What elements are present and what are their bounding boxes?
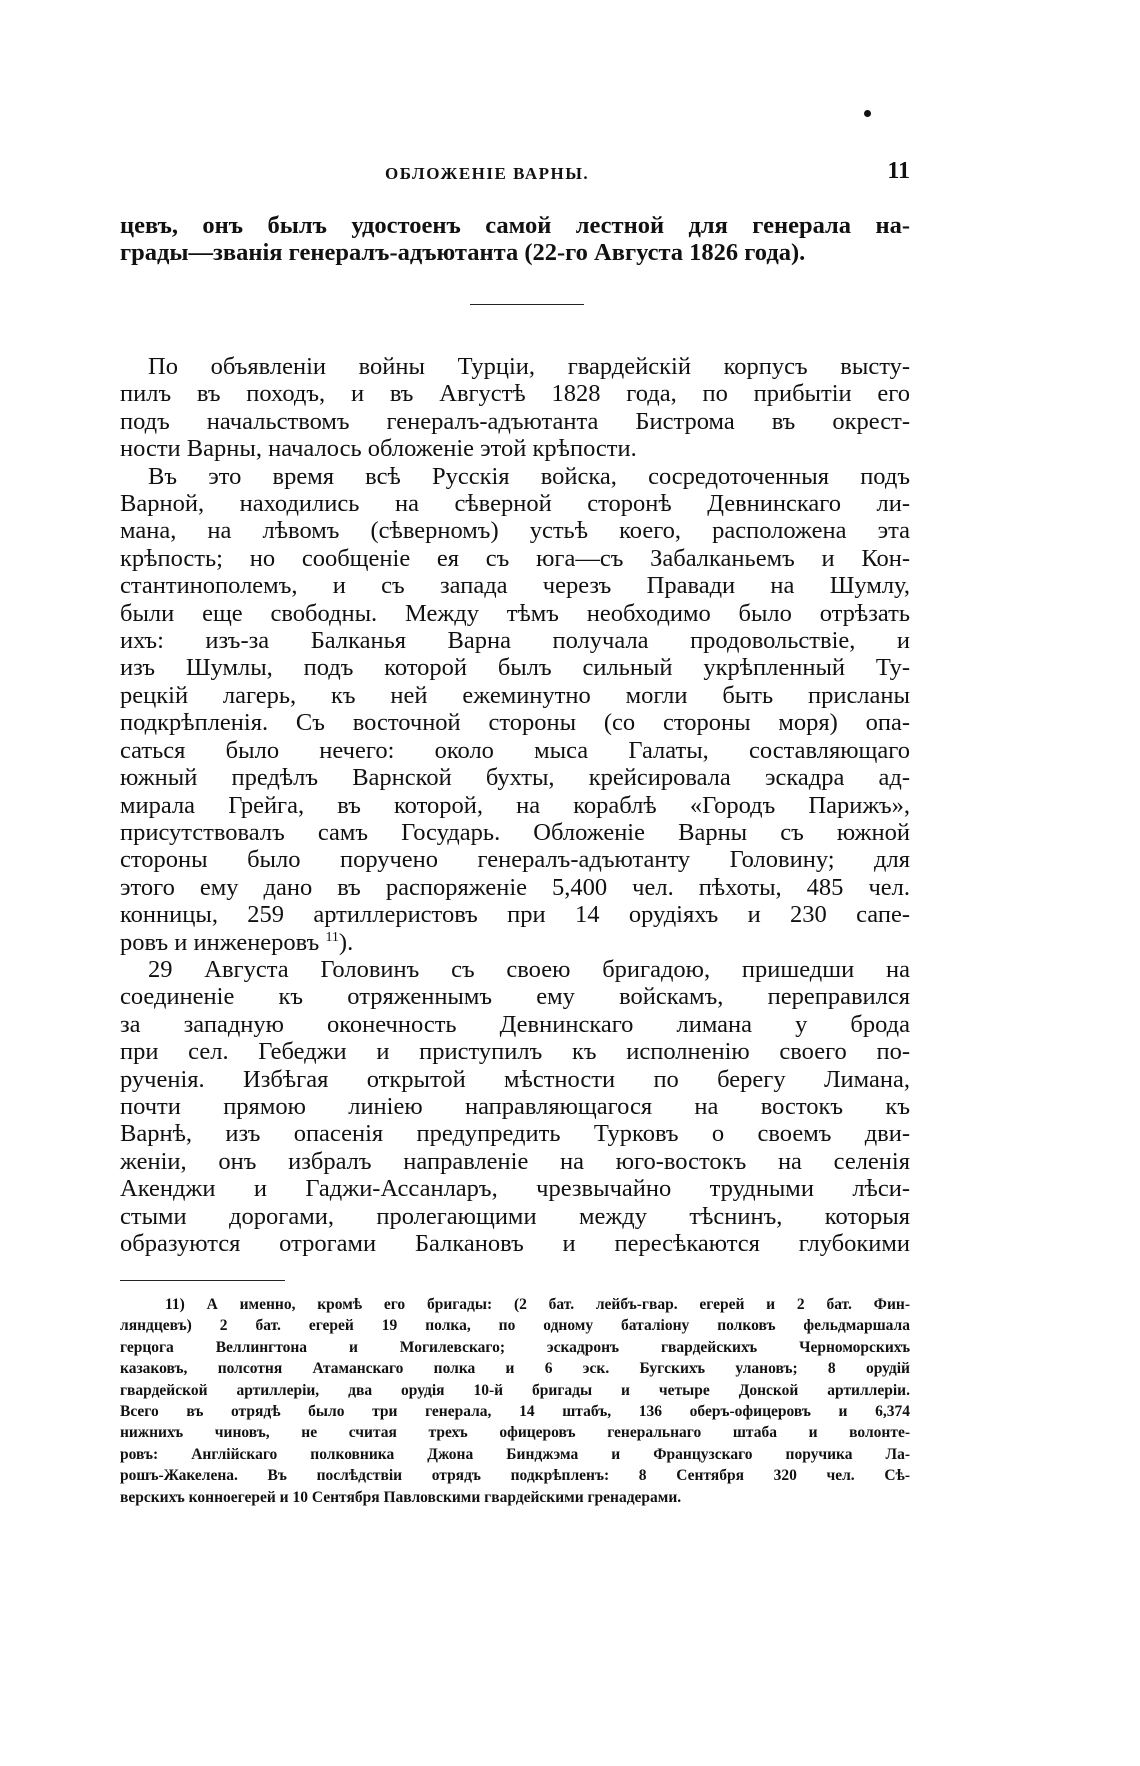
body-text: [120, 353, 910, 1257]
ink-speck: [864, 110, 871, 117]
footnote-line: Всего въ отрядѣ было три генерала, 14 штабъ, 136 оберъ-офицеровъ и 6,374: [120, 1403, 910, 1421]
paragraph-3: [120, 956, 910, 1257]
text-line-with-footnote: [120, 929, 910, 956]
text-line: женіи, онъ избралъ направленіе на юго-востокъ на селенія: [120, 1147, 910, 1175]
section-divider: [470, 304, 584, 305]
running-title: ОБЛОЖЕНІЕ ВАРНЫ.: [385, 164, 590, 183]
footnote-line: гвардейской артиллеріи, два орудія 10-й бригады и четыре Донской артиллеріи.: [120, 1381, 910, 1399]
footnote-line: рошъ-Жакелена. Въ послѣдствіи отрядъ подкрѣпленъ: 8 Сентября 320 чел. Сѣ-: [120, 1467, 910, 1485]
paragraph-2: [120, 463, 910, 956]
text-line: почти прямою линіею направляющагося на востокъ къ: [120, 1092, 910, 1120]
footnote-line: герцога Веллингтона и Могилевскаго; эскадронъ гвардейскихъ Черноморскихъ: [120, 1338, 910, 1356]
text-line: изъ Шумлы, подъ которой былъ сильный укрѣпленный Ту-: [120, 654, 910, 682]
text-line: рецкій лагерь, къ ней ежеминутно могли быть присланы: [120, 681, 910, 709]
text-line: 29 Августа Головинъ съ своею бригадою, пришедши на: [148, 955, 910, 983]
text-line: этого ему дано въ распоряженіе 5,400 чел. пѣхоты, 485 чел.: [120, 873, 910, 901]
text-line: конницы, 259 артиллеристовъ при 14 орудіяхъ и 230 сапе-: [120, 901, 910, 929]
text-line: подъ начальствомъ генералъ-адъютанта Бистрома въ окрест-: [120, 407, 910, 435]
top-paragraph: [120, 212, 910, 267]
text-line: Варной, находились на сѣверной сторонѣ Девнинскаго ли-: [120, 490, 910, 518]
text-line: при сел. Гебеджи и приступилъ къ исполненію своего по-: [120, 1038, 910, 1066]
text-line-end: ).: [338, 928, 354, 956]
text-line: ихъ: изъ-за Балканья Варна получала продовольствіе, и: [120, 627, 910, 655]
text-line: мирала Грейга, въ которой, на кораблѣ «Городъ Парижъ»,: [120, 791, 910, 819]
text-line: мана, на лѣвомъ (сѣверномъ) устьѣ коего, расположена эта: [120, 517, 910, 545]
text-line: грады—званія генералъ-адъютанта (22-го Августа 1826 года).: [120, 239, 806, 267]
text-line: рученія. Избѣгая открытой мѣстности по берегу Лимана,: [120, 1065, 910, 1093]
text-line: По объявленіи войны Турціи, гвардейскій корпусъ высту-: [148, 353, 910, 380]
footnote-line: верскихъ конноегерей и 10 Сентября Павловскими гвардейскими гренадерами.: [120, 1488, 682, 1506]
footnote-divider: [120, 1280, 285, 1281]
text-line: Въ это время всѣ Русскія войска, сосредоточенныя подъ: [148, 462, 910, 490]
text-line: стантинополемъ, и съ запада черезъ Правади на Шумлу,: [120, 572, 910, 600]
footnote: [120, 1294, 910, 1508]
text-line: Акенджи и Гаджи-Ассанларъ, чрезвычайно трудными лѣси-: [120, 1175, 910, 1203]
text-line: были еще свободны. Между тѣмъ необходимо было отрѣзать: [120, 599, 910, 627]
text-line: южный предѣлъ Варнской бухты, крейсировала эскадра ад-: [120, 764, 910, 792]
footnote-line: ляндцевъ) 2 бат. егерей 19 полка, по одному баталіону полковъ фельдмаршала: [120, 1317, 910, 1335]
text-line: крѣпость; но сообщеніе ея съ юга—съ Забалканьемъ и Кон-: [120, 544, 910, 572]
footnote-line: нижнихъ чиновъ, не считая трехъ офицеровъ генеральнаго штаба и волонте-: [120, 1424, 910, 1442]
footnote-line: казаковъ, полсотня Атаманскаго полка и 6 эск. Бугскихъ улановъ; 8 орудій: [120, 1360, 910, 1378]
text-line: саться было нечего: около мыса Галаты, составляющаго: [120, 736, 910, 764]
text-line: цевъ, онъ былъ удостоенъ самой лестной для генерала на-: [120, 212, 910, 239]
text-line: ности Варны, началось обложеніе этой крѣпости.: [120, 435, 637, 463]
paragraph-1: [120, 353, 910, 463]
text-line: пилъ въ походъ, и въ Августѣ 1828 года, по прибытіи его: [120, 380, 910, 408]
footnote-line-with-marker: [120, 1294, 910, 1315]
text-line: за западную оконечность Девнинскаго лимана у брода: [120, 1010, 910, 1038]
text-line: подкрѣпленія. Съ восточной стороны (со стороны моря) опа-: [120, 709, 910, 737]
footnote-line: А именно, кромѣ его бригады: (2 бат. лейбъ-гвар. егерей и 2 бат. Фин-: [206, 1296, 910, 1313]
text-line: образуются отрогами Балкановъ и пересѣкаются глубокими: [120, 1230, 910, 1257]
text-line: стыми дорогами, пролегающими между тѣснинъ, которыя: [120, 1202, 910, 1230]
text-line: присутствовалъ самъ Государь. Обложеніе Варны съ южной: [120, 818, 910, 846]
footnote-line: ровъ: Англійскаго полковника Джона Бинджэма и Французскаго поручика Ла-: [120, 1445, 910, 1463]
page-number: 11: [887, 158, 910, 184]
footnote-marker: 11): [165, 1296, 185, 1313]
footnote-reference[interactable]: 11: [325, 929, 339, 945]
text-line: Варнѣ, изъ опасенія предупредить Турковъ о своемъ дви-: [120, 1120, 910, 1148]
text-line: ровъ и инженеровъ: [120, 928, 320, 956]
running-head: [120, 158, 910, 188]
text-line: стороны было поручено генералъ-адъютанту Головину; для: [120, 846, 910, 874]
text-line: соединеніе къ отряженнымъ ему войскамъ, переправился: [120, 983, 910, 1011]
